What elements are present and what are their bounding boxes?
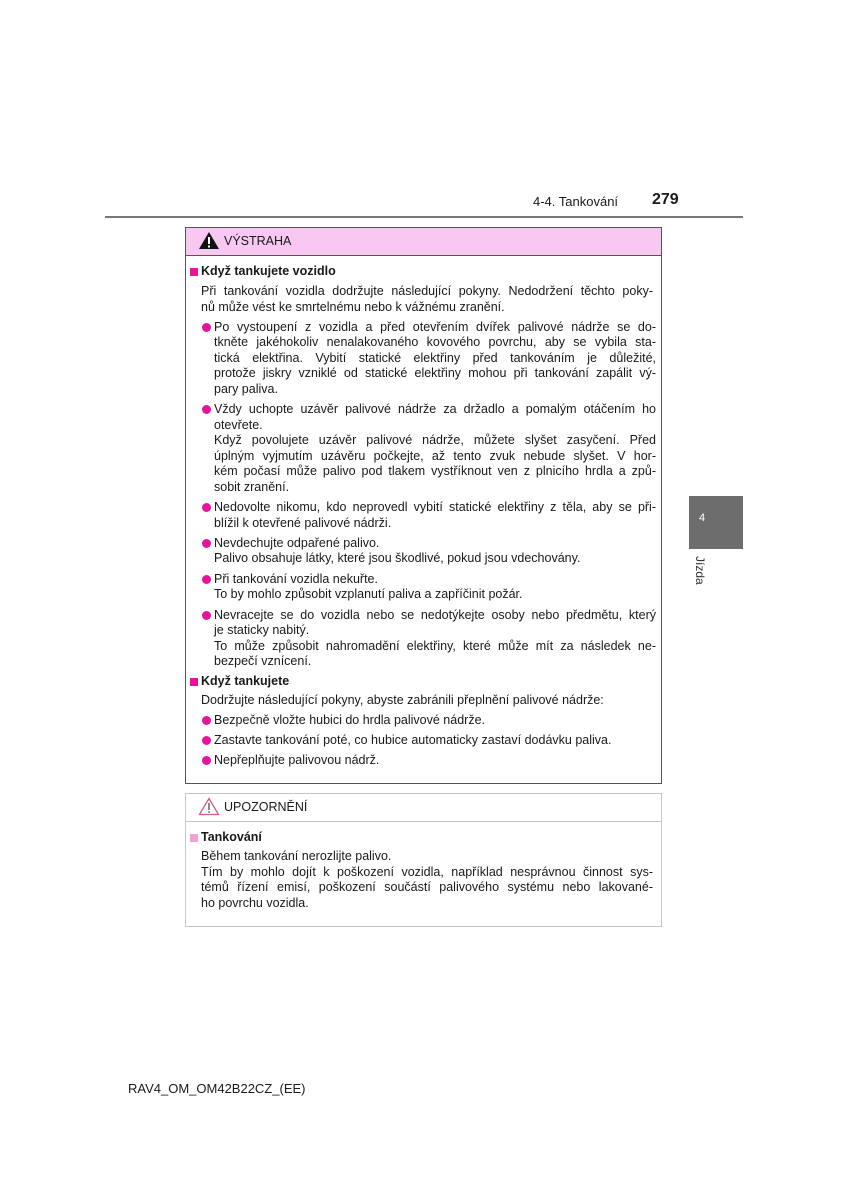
caution-header — [186, 794, 661, 822]
bullet-line: je staticky nabitý. — [214, 623, 310, 637]
bullet-line: Po vystoupení z vozidla a před otevřením dvířek palivové nádrže se do- — [214, 320, 656, 334]
bullet-line: To by mohlo způsobit vzplanutí paliva a zapříčinit požár. — [214, 587, 523, 601]
bullet-dot — [202, 323, 211, 332]
header-rule — [105, 216, 743, 218]
chapter-tab — [689, 496, 743, 549]
section-square-marker — [190, 678, 198, 686]
bullet-line: kém počasí může palivo pod tlakem vystříknout ven z plnicího hrdla a způ- — [214, 464, 656, 478]
bullet-dot — [202, 539, 211, 548]
bullet-line: tická elektřina. Vybití statické elektřiny před tankováním je důležité, — [214, 351, 656, 365]
caution-title: UPOZORNĚNÍ — [224, 800, 308, 814]
paragraph-line: Dodržujte následující pokyny, abyste zabránili přeplnění palivové nádrže: — [201, 693, 604, 707]
paragraph-line: nů může vést ke smrtelnému nebo k vážnému zranění. — [201, 300, 505, 314]
bullet-line: blížil k otevřené palivové nádrži. — [214, 516, 392, 530]
bullet-dot — [202, 503, 211, 512]
paragraph-line: Tím by mohlo dojít k poškození vozidla, například nesprávnou činnost sys- — [201, 865, 653, 879]
paragraph-line: témů řízení emisí, poškození součástí palivového systému nebo lakované- — [201, 880, 653, 894]
paragraph-line: Při tankování vozidla dodržujte následující pokyny. Nedodržení těchto poky- — [201, 284, 653, 298]
warning-header — [186, 228, 661, 256]
section-square-marker — [190, 834, 198, 842]
bullet-line: Když povolujete uzávěr palivové nádrže, můžete slyšet zasyčení. Před — [214, 433, 656, 447]
bullet-dot — [202, 716, 211, 725]
bullet-line: Nevdechujte odpařené palivo. — [214, 536, 380, 550]
bullet-line: Při tankování vozidla nekuřte. — [214, 572, 378, 586]
document-code: RAV4_OM_OM42B22CZ_(EE) — [128, 1081, 306, 1096]
section-title: 4-4. Tankování — [533, 194, 619, 209]
bullet-line: bezpečí vznícení. — [214, 654, 312, 668]
bullet-dot — [202, 405, 211, 414]
chapter-number: 4 — [699, 512, 706, 524]
caution-triangle-icon — [198, 797, 220, 816]
warning-title: VÝSTRAHA — [224, 234, 292, 248]
paragraph-line: ho povrchu vozidla. — [201, 896, 309, 910]
paragraph-line: Během tankování nerozlijte palivo. — [201, 849, 392, 863]
bullet-line: pary paliva. — [214, 382, 278, 396]
bullet-line: Nevracejte se do vozidla nebo se nedotýkejte osoby nebo předmětu, který — [214, 608, 656, 622]
section-square-marker — [190, 268, 198, 276]
bullet-line: Nepřeplňujte palivovou nádrž. — [214, 753, 380, 767]
bullet-line: otevřete. — [214, 418, 263, 432]
bullet-line: Zastavte tankování poté, co hubice automaticky zastaví dodávku paliva. — [214, 733, 612, 747]
section-heading: Tankování — [201, 830, 262, 844]
bullet-line: úplným vyjmutím uzávěru počkejte, až tento zvuk nebude slyšet. V hor- — [214, 449, 656, 463]
bullet-line: Nedovolte nikomu, kdo neprovedl vybití statické elektřiny z těla, aby se při- — [214, 500, 656, 514]
bullet-line: To může způsobit nahromadění elektřiny, které může mít za následek ne- — [214, 639, 656, 653]
bullet-line: Vždy uchopte uzávěr palivové nádrže za držadlo a pomalým otáčením ho — [214, 402, 656, 416]
bullet-line: sobit zranění. — [214, 480, 290, 494]
section-heading: Když tankujete vozidlo — [201, 264, 336, 278]
chapter-label: Jízda — [693, 556, 707, 585]
page-number: 279 — [652, 191, 679, 208]
section-heading: Když tankujete — [201, 674, 290, 688]
bullet-line: tkněte jakéhokoliv nenalakovaného kovového povrchu, aby se vybila sta- — [214, 335, 656, 349]
warning-triangle-icon — [198, 231, 220, 250]
bullet-line: Bezpečně vložte hubici do hrdla palivové nádrže. — [214, 713, 486, 727]
bullet-dot — [202, 575, 211, 584]
bullet-line: Palivo obsahuje látky, které jsou škodlivé, pokud jsou vdechovány. — [214, 551, 581, 565]
bullet-dot — [202, 756, 211, 765]
bullet-dot — [202, 736, 211, 745]
bullet-dot — [202, 611, 211, 620]
bullet-line: protože jiskry vzniklé od statické elektřiny mohou při tankování zapálit vý- — [214, 366, 656, 380]
